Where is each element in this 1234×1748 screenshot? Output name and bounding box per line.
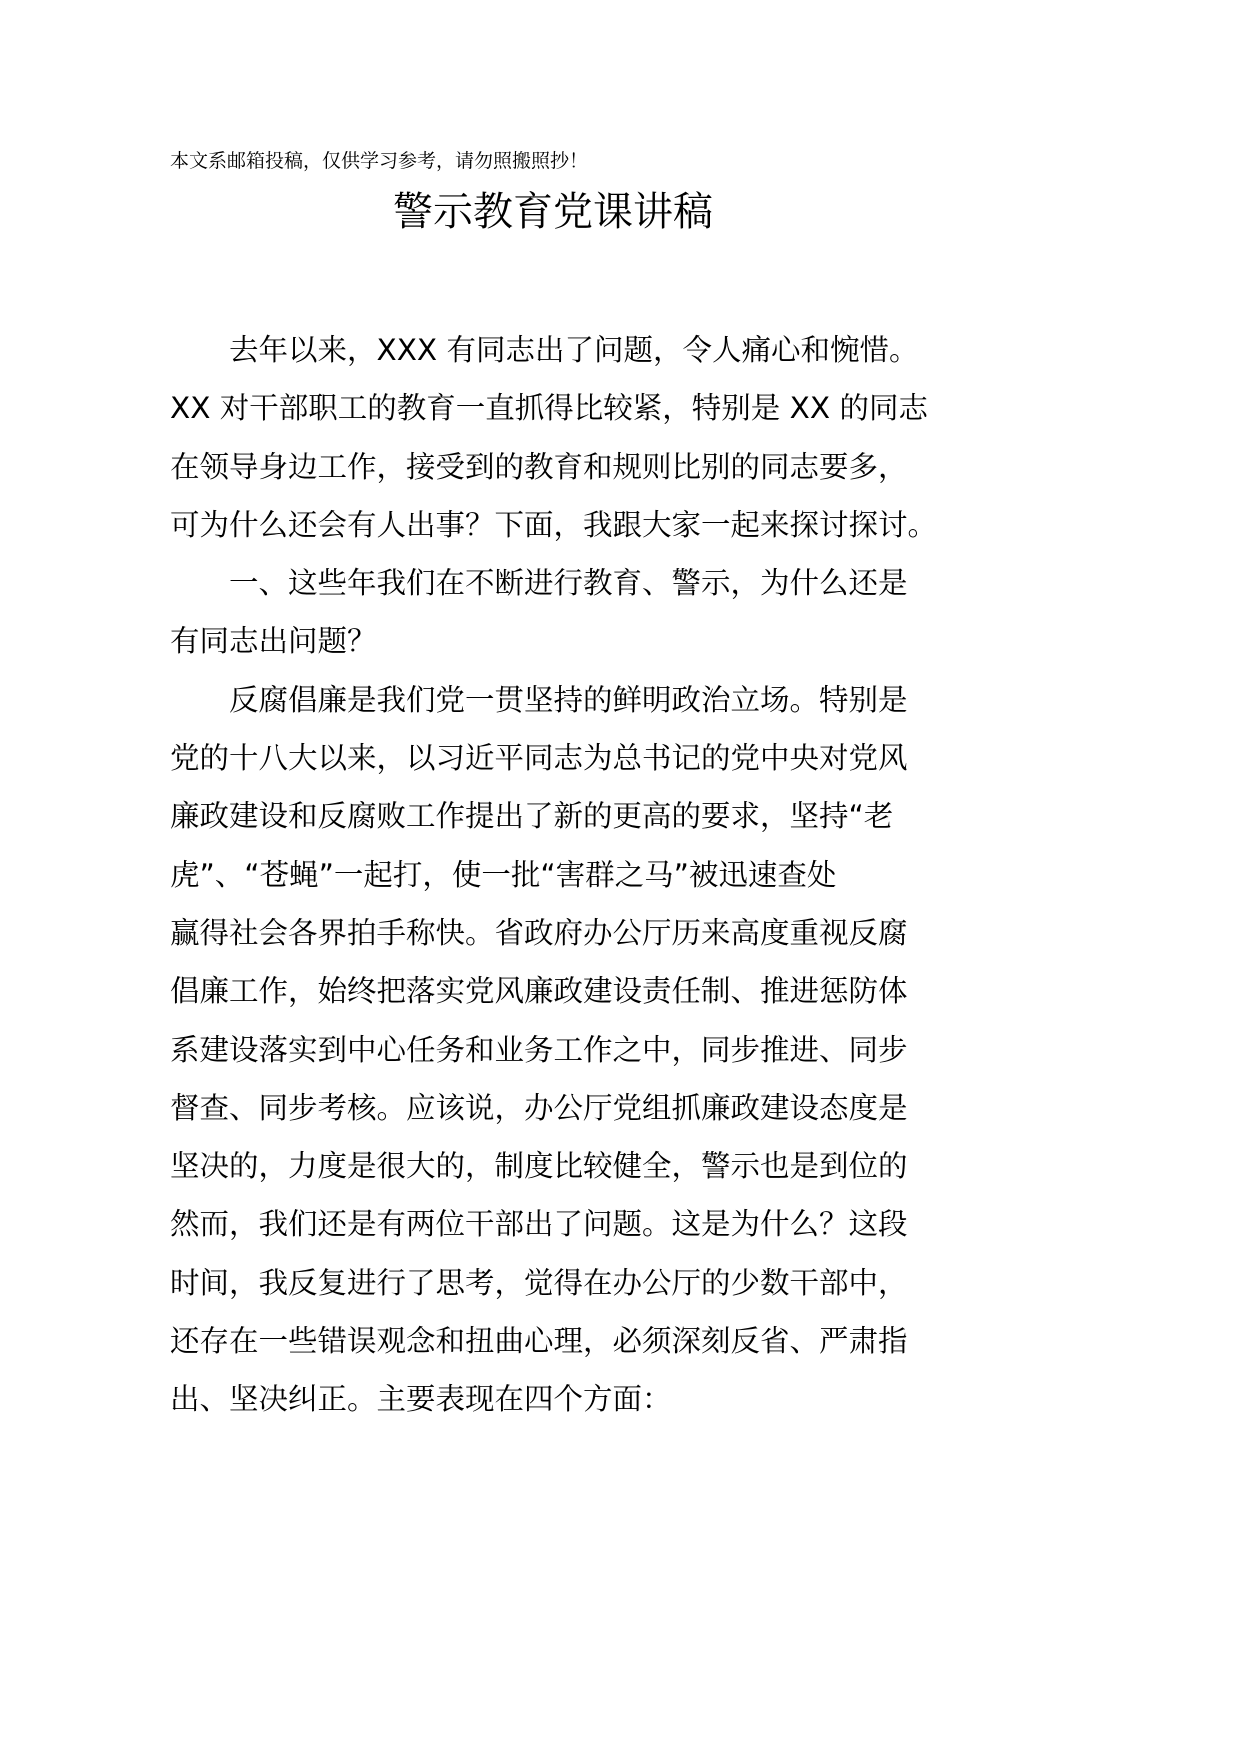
disclaimer-notice: 本文系邮箱投稿，仅供学习参考，请勿照搬照抄！	[170, 150, 589, 172]
body-text-line: 有同志出问题？	[170, 624, 377, 659]
body-text-line: 去年以来，XXX 有同志出了问题，令人痛心和惋惜。	[170, 333, 919, 367]
body-text-line: 廉政建设和反腐败工作提出了新的更高的要求，坚持“老	[170, 799, 894, 834]
body-text-line: 反腐倡廉是我们党一贯坚持的鲜明政治立场。特别是	[170, 682, 908, 717]
body-text-line: 系建设落实到中心任务和业务工作之中，同步推进、同步	[170, 1032, 908, 1067]
body-text-line: 赢得社会各界拍手称快。省政府办公厅历来高度重视反腐	[170, 915, 908, 950]
body-text-line: 虎”、“苍蝇”一起打，使一批“害群之马”被迅速查处	[170, 857, 837, 892]
body-text-line: 党的十八大以来，以习近平同志为总书记的党中央对党风	[170, 741, 908, 776]
document-title: 警示教育党课讲稿	[393, 189, 713, 235]
body-text-line: 督查、同步考核。应该说，办公厅党组抓廉政建设态度是	[170, 1090, 908, 1125]
body-text-line: XX 对干部职工的教育一直抓得比较紧，特别是 XX 的同志	[170, 391, 928, 426]
body-text-line: 然而，我们还是有两位干部出了问题。这是为什么？这段	[170, 1207, 908, 1242]
body-text-line: 可为什么还会有人出事？下面，我跟大家一起来探讨探讨。	[170, 507, 938, 542]
document-body	[170, 330, 970, 1438]
body-text-line: 在领导身边工作，接受到的教育和规则比别的同志要多，	[170, 449, 908, 484]
body-text-line: 坚决的，力度是很大的，制度比较健全，警示也是到位的	[170, 1149, 908, 1184]
body-text-line: 倡廉工作，始终把落实党风廉政建设责任制、推进惩防体	[170, 974, 908, 1009]
body-text-line: 一、这些年我们在不断进行教育、警示，为什么还是	[170, 566, 908, 601]
body-text-line: 时间，我反复进行了思考，觉得在办公厅的少数干部中，	[170, 1265, 908, 1300]
body-text-line: 还存在一些错误观念和扭曲心理，必须深刻反省、严肃指	[170, 1324, 908, 1359]
body-text-line: 出、坚决纠正。主要表现在四个方面：	[170, 1382, 672, 1417]
